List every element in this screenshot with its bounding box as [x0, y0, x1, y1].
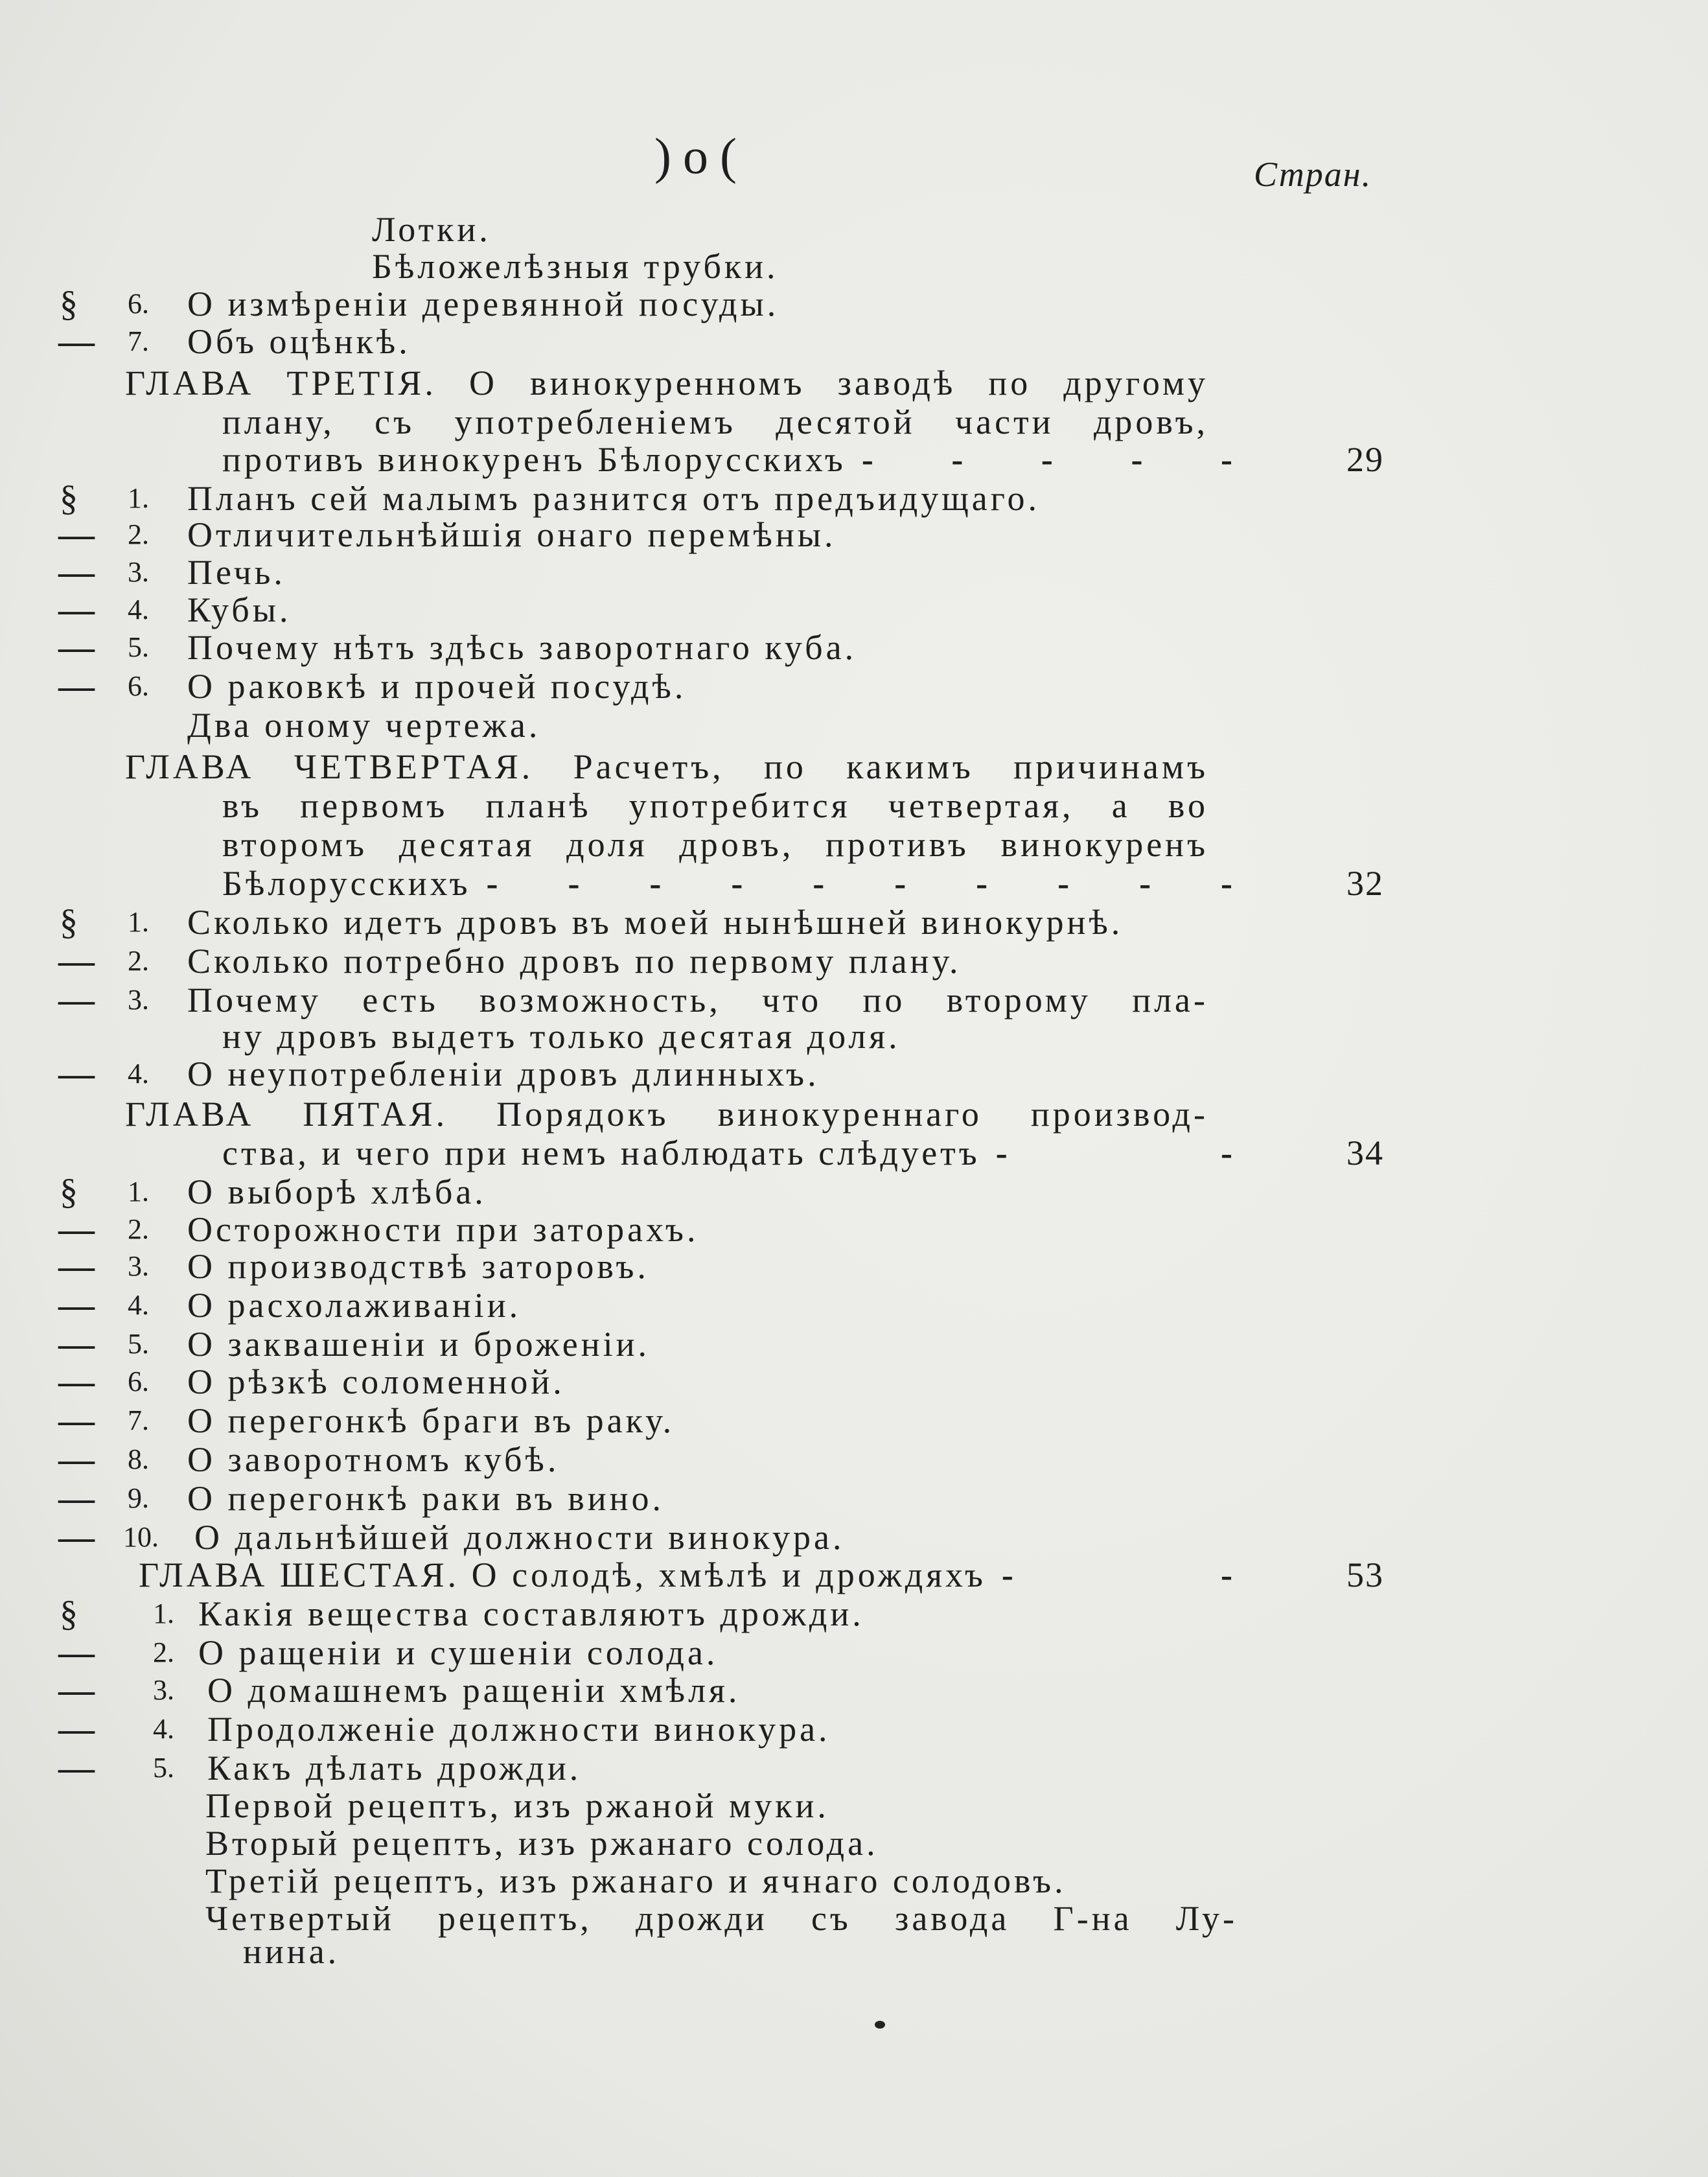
section-marker: — — [58, 941, 95, 981]
section-marker: — — [58, 1633, 95, 1673]
entry-with-leader — [222, 1132, 1236, 1174]
entry-text: Бѣлорусскихъ — [222, 864, 471, 903]
entry-text: О расхолаживаніи. — [187, 1286, 522, 1325]
toc-entry — [0, 1593, 1708, 1635]
section-marker: — — [58, 1439, 95, 1480]
toc-entry — [0, 1171, 1708, 1213]
toc-entry — [0, 1400, 1708, 1441]
entry-text: Планъ сей малымъ разнится отъ предъидущаго. — [187, 479, 1041, 518]
section-number: 4. — [128, 1058, 149, 1089]
section-number: 6. — [128, 1366, 149, 1397]
section-number: 1. — [128, 482, 149, 514]
section-marker: — — [58, 980, 95, 1020]
section-marker: — — [58, 627, 95, 668]
entry-text: О перегонкѣ браги въ раку. — [187, 1401, 675, 1440]
entry-text: Продолженіе должности винокура. — [207, 1710, 831, 1749]
entry-text: Два оному чертежа. — [187, 706, 541, 745]
section-marker: — — [58, 1246, 95, 1286]
entry-text: О измѣреніи деревянной посуды. — [187, 285, 779, 323]
section-marker: § — [60, 1172, 78, 1212]
entry-text: Третій рецептъ, изъ ржанаго и ячнаго солодовъ. — [205, 1861, 1067, 1900]
entry-text: Сколько идетъ дровъ въ моей нынѣшней винокурнѣ. — [187, 903, 1124, 942]
section-marker: — — [58, 552, 95, 592]
toc-entry — [0, 785, 1708, 826]
entry-text: ГЛАВА ТРЕТІЯ. О винокуренномъ заводѣ по другому — [125, 364, 1208, 402]
section-marker: — — [58, 515, 95, 555]
section-number: 7. — [128, 325, 149, 357]
section-marker: — — [58, 1362, 95, 1402]
entry-text: Лотки. — [372, 210, 491, 249]
section-number: 5. — [153, 1752, 174, 1784]
section-number: 4. — [153, 1713, 174, 1745]
toc-entry — [0, 1708, 1708, 1750]
toc-entry — [0, 1517, 1708, 1558]
page-number: 29 — [1346, 440, 1384, 479]
entry-with-leader — [222, 439, 1236, 480]
page-header-ornament: )o( — [654, 128, 748, 184]
section-marker: — — [58, 1285, 95, 1325]
section-marker: — — [58, 1517, 95, 1557]
section-marker: § — [60, 478, 78, 518]
entry-text: второмъ десятая доля дровъ, противъ винокуренъ — [222, 825, 1208, 864]
section-marker: — — [58, 321, 95, 362]
entry-text: Первой рецептъ, изъ ржаной муки. — [205, 1786, 829, 1825]
page-number: 53 — [1346, 1555, 1384, 1594]
section-number: 1. — [128, 906, 149, 938]
entry-with-leader — [139, 1554, 1236, 1596]
toc-entry — [0, 401, 1708, 443]
section-marker: — — [58, 590, 95, 630]
entry-text: ГЛАВА ЧЕТВЕРТАЯ. Расчетъ, по какимъ причинамъ — [125, 747, 1208, 786]
toc-entry — [0, 1132, 1708, 1174]
section-marker: § — [60, 1594, 78, 1634]
toc-entry — [0, 1785, 1708, 1826]
chapter-heading-line — [0, 746, 1708, 787]
toc-entry — [0, 902, 1708, 943]
section-marker: — — [58, 1670, 95, 1710]
section-number: 6. — [128, 288, 149, 320]
entry-text: ГЛАВА ШЕСТАЯ. О солодѣ, хмѣлѣ и дрождяхъ — [139, 1555, 986, 1594]
page-column-label: Стран. — [1254, 155, 1372, 194]
toc-entry — [0, 246, 1708, 287]
section-number: 1. — [153, 1598, 174, 1629]
chapter-heading-line — [0, 362, 1708, 404]
entry-text: Осторожности при заторахъ. — [187, 1210, 699, 1249]
section-marker: — — [58, 1324, 95, 1364]
section-marker: — — [58, 1748, 95, 1788]
section-number: 1. — [128, 1176, 149, 1207]
chapter-heading-line — [0, 1093, 1708, 1135]
entry-text: Кубы. — [187, 590, 292, 629]
toc-entry — [0, 1860, 1708, 1902]
dot-leader: - - — [995, 1134, 1236, 1172]
entry-text: О дальнѣйшей должности винокура. — [194, 1518, 845, 1557]
toc-entry — [0, 552, 1708, 593]
toc-entry — [0, 439, 1708, 480]
entry-text: О выборѣ хлѣба. — [187, 1172, 487, 1211]
page-number: 32 — [1346, 864, 1384, 903]
entry-text: Объ оцѣнкѣ. — [187, 322, 411, 361]
toc-entry — [0, 1285, 1708, 1326]
entry-text: ства, и чего при немъ наблюдать слѣдуетъ — [222, 1134, 980, 1172]
toc-entry — [0, 1246, 1708, 1287]
entry-text: въ первомъ планѣ употребится четвертая, а во — [222, 786, 1208, 825]
toc-entry — [0, 321, 1708, 362]
section-number: 4. — [128, 594, 149, 625]
section-number: 9. — [128, 1482, 149, 1514]
entry-text: О заворотномъ кубѣ. — [187, 1440, 560, 1479]
entry-with-leader — [222, 863, 1236, 904]
section-marker: § — [60, 284, 78, 324]
dot-leader: - - - - - — [861, 440, 1236, 479]
section-number: 3. — [153, 1674, 174, 1706]
entry-text: Печь. — [187, 553, 286, 592]
section-marker: — — [58, 1401, 95, 1441]
entry-text: Почему есть возможность, что по второму пла- — [187, 981, 1208, 1019]
section-number: 7. — [128, 1404, 149, 1436]
toc-entry — [0, 514, 1708, 555]
entry-text: ну дровъ выдетъ только десятая доля. — [222, 1017, 901, 1056]
toc-entry — [0, 1016, 1708, 1057]
toc-entry — [0, 1822, 1708, 1864]
section-marker: — — [58, 666, 95, 706]
toc-entry — [0, 666, 1708, 707]
entry-text: Почему нѣтъ здѣсь заворотнаго куба. — [187, 628, 857, 667]
toc-entry — [0, 1323, 1708, 1365]
section-marker: § — [60, 902, 78, 942]
entry-text: О домашнемъ ращеніи хмѣля. — [207, 1671, 741, 1710]
section-number: 10. — [123, 1521, 159, 1553]
toc-entry — [0, 1747, 1708, 1789]
entry-text: О раковкѣ и прочей посудѣ. — [187, 667, 687, 706]
toc-entry — [0, 283, 1708, 325]
toc-entry — [0, 589, 1708, 631]
section-marker: — — [58, 1478, 95, 1519]
toc-entry — [0, 979, 1708, 1021]
entry-text: Бѣложелѣзныя трубки. — [372, 247, 779, 286]
section-number: 4. — [128, 1289, 149, 1321]
section-number: 5. — [128, 631, 149, 663]
dot-leader: - - - - - - - - - - — [486, 864, 1236, 903]
entry-text: Вторый рецептъ, изъ ржанаго солода. — [205, 1824, 879, 1863]
toc-entry — [0, 627, 1708, 668]
entry-text: нина. — [243, 1932, 340, 1971]
entry-text: Сколько потребно дровъ по первому плану. — [187, 942, 962, 981]
entry-text: Какъ дѣлать дрожди. — [207, 1749, 582, 1787]
dot-leader: - - — [1001, 1555, 1236, 1594]
section-marker: — — [58, 1209, 95, 1250]
entry-text: Четвертый рецептъ, дрожди съ завода Г-на Лу- — [205, 1899, 1238, 1938]
page-number: 34 — [1346, 1134, 1384, 1172]
toc-entry — [0, 940, 1708, 982]
entry-text: плану, съ употребленіемъ десятой части дровъ, — [222, 402, 1208, 441]
toc-entry — [0, 824, 1708, 865]
section-number: 5. — [128, 1328, 149, 1360]
chapter-heading-line — [0, 1554, 1708, 1596]
section-number: 2. — [128, 518, 149, 550]
entry-text: Отличительнѣйшія онаго перемѣны. — [187, 515, 837, 554]
toc-entry — [0, 1053, 1708, 1095]
section-number: 8. — [128, 1443, 149, 1475]
toc-entry — [0, 209, 1708, 250]
entry-text: О заквашеніи и броженіи. — [187, 1325, 651, 1364]
section-number: 3. — [128, 556, 149, 588]
toc-entry — [0, 1670, 1708, 1711]
section-number: 2. — [128, 1213, 149, 1245]
ink-spot — [875, 2021, 885, 2029]
section-number: 6. — [128, 670, 149, 702]
toc-entry — [0, 1632, 1708, 1673]
section-marker: — — [58, 1054, 95, 1094]
entry-text: О неупотребленіи дровъ длинныхъ. — [187, 1054, 820, 1093]
section-number: 3. — [128, 984, 149, 1016]
entry-text: О рѣзкѣ соломенной. — [187, 1362, 565, 1401]
entry-text: О производствѣ заторовъ. — [187, 1247, 649, 1286]
section-number: 3. — [128, 1250, 149, 1282]
entry-text: Какія вещества составляютъ дрожди. — [198, 1594, 864, 1633]
entry-text: ГЛАВА ПЯТАЯ. Порядокъ винокуреннаго производ- — [125, 1095, 1208, 1134]
toc-entry — [0, 1478, 1708, 1519]
toc-entry — [0, 1439, 1708, 1480]
toc-entry — [0, 478, 1708, 519]
section-number: 2. — [128, 945, 149, 977]
toc-entry — [0, 1209, 1708, 1250]
section-number: 2. — [153, 1636, 174, 1668]
toc-entry — [0, 1931, 1708, 1972]
toc-entry — [0, 1361, 1708, 1403]
entry-text: противъ винокуренъ Бѣлорусскихъ — [222, 440, 846, 479]
toc-entry — [0, 863, 1708, 904]
section-marker: — — [58, 1709, 95, 1749]
entry-text: О ращеніи и сушеніи солода. — [198, 1633, 719, 1672]
entry-text: О перегонкѣ раки въ вино. — [187, 1479, 665, 1518]
toc-entry — [0, 704, 1708, 746]
